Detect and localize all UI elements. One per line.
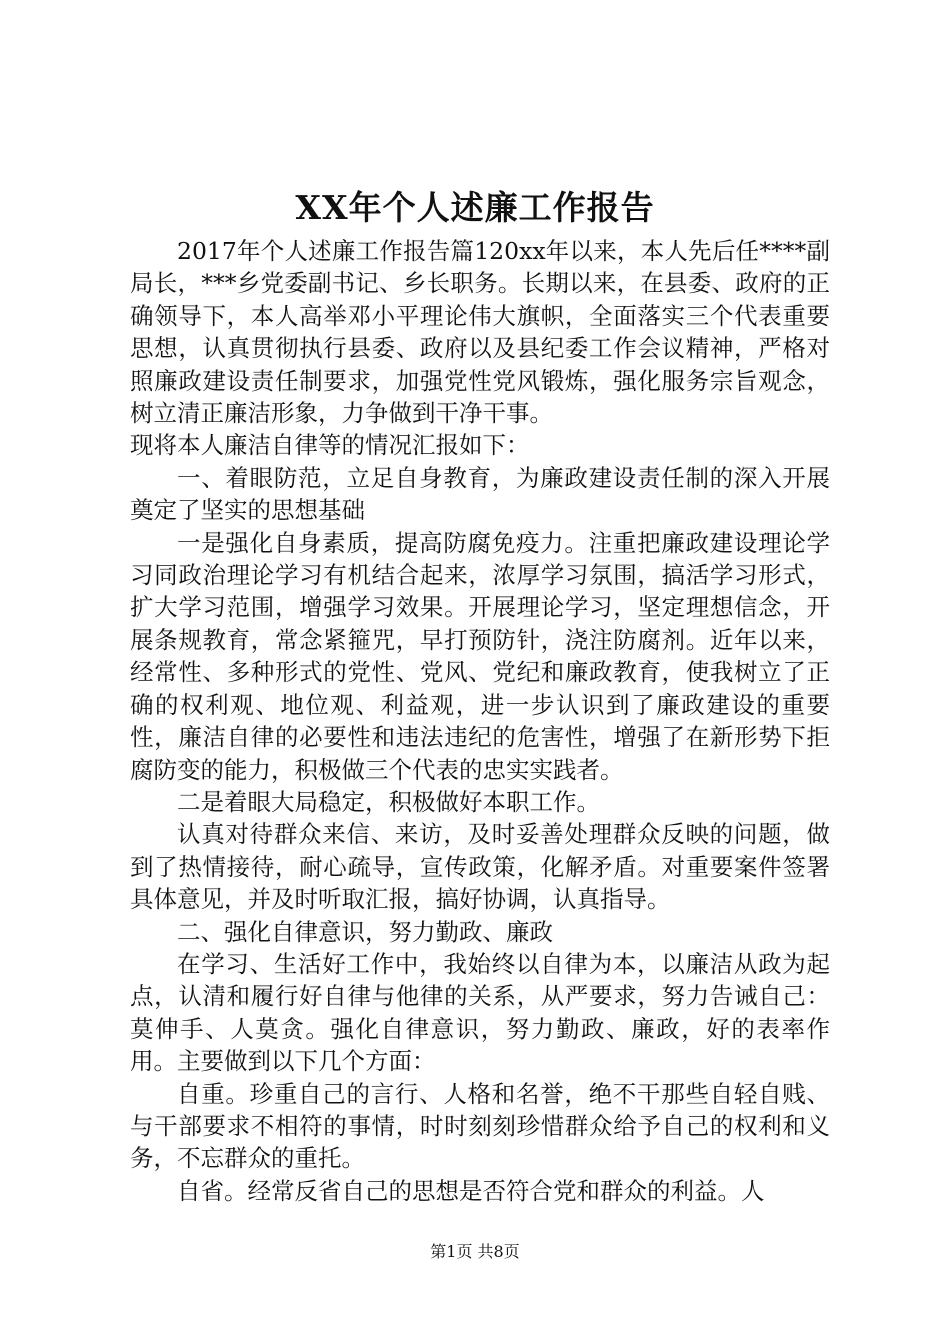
section-heading: 一、着眼防范，立足自身教育，为廉政建设责任制的深入开展奠定了坚实的思想基础 bbox=[130, 463, 830, 525]
paragraph: 2017年个人述廉工作报告篇120xx年以来，本人先后任****副局长，***乡党委副书记、乡长职务。长期以来，在县委、政府的正确领导下，本人高举邓小平理论伟大旗帜，全面落实三个代表重要思想，认真贯彻执行县委、政府以及县纪委工作会议精神，严格对照廉政建设责任制要求，加强党性党风锻炼，强化服务宗旨观念，树立清正廉洁形象，力争做到干净干事。 bbox=[130, 237, 830, 428]
section-heading: 二、强化自律意识，努力勤政、廉政 bbox=[177, 917, 553, 946]
paragraph: 现将本人廉洁自律等的情况汇报如下： bbox=[130, 431, 530, 460]
paragraph: 自省。经常反省自己的思想是否符合党和群众的利益。人 bbox=[177, 1176, 765, 1205]
paragraph: 认真对待群众来信、来访，及时妥善处理群众反映的问题，做到了热情接待，耐心疏导，宣传政策，化解矛盾。对重要案件签署具体意见，并及时听取汇报，搞好协调，认真指导。 bbox=[130, 820, 830, 914]
document-title: XX年个人述廉工作报告 bbox=[295, 188, 655, 227]
paragraph: 在学习、生活好工作中，我始终以自律为本，以廉洁从政为起点，认清和履行好自律与他律的关系，从严要求，努力告诫自己：莫伸手、人莫贪。强化自律意识，努力勤政、廉政，好的表率作用。主要做到以下几个方面： bbox=[130, 949, 830, 1076]
document-body bbox=[130, 235, 830, 1207]
paragraph: 二是着眼大局稳定，积极做好本职工作。 bbox=[177, 787, 600, 816]
paragraph: 一是强化自身素质，提高防腐免疫力。注重把廉政建设理论学习同政治理论学习有机结合起来，浓厚学习氛围，搞活学习形式，扩大学习范围，增强学习效果。开展理论学习，坚定理想信念，开展条规教育，常念紧箍咒，早打预防针，浇注防腐剂。近年以来，经常性、多种形式的党性、党风、党纪和廉政教育，使我树立了正确的权利观、地位观、利益观，进一步认识到了廉政建设的重要性，廉洁自律的必要性和违法违纪的危害性，增强了在新形势下拒腐防变的能力，积极做三个代表的忠实实践者。 bbox=[130, 528, 830, 784]
page-footer: 第1页 共8页 bbox=[430, 1242, 520, 1261]
paragraph: 自重。珍重自己的言行、人格和名誉，绝不干那些自轻自贱、与干部要求不相符的事情，时时刻刻珍惜群众给予自己的权利和义务，不忘群众的重托。 bbox=[130, 1079, 830, 1173]
